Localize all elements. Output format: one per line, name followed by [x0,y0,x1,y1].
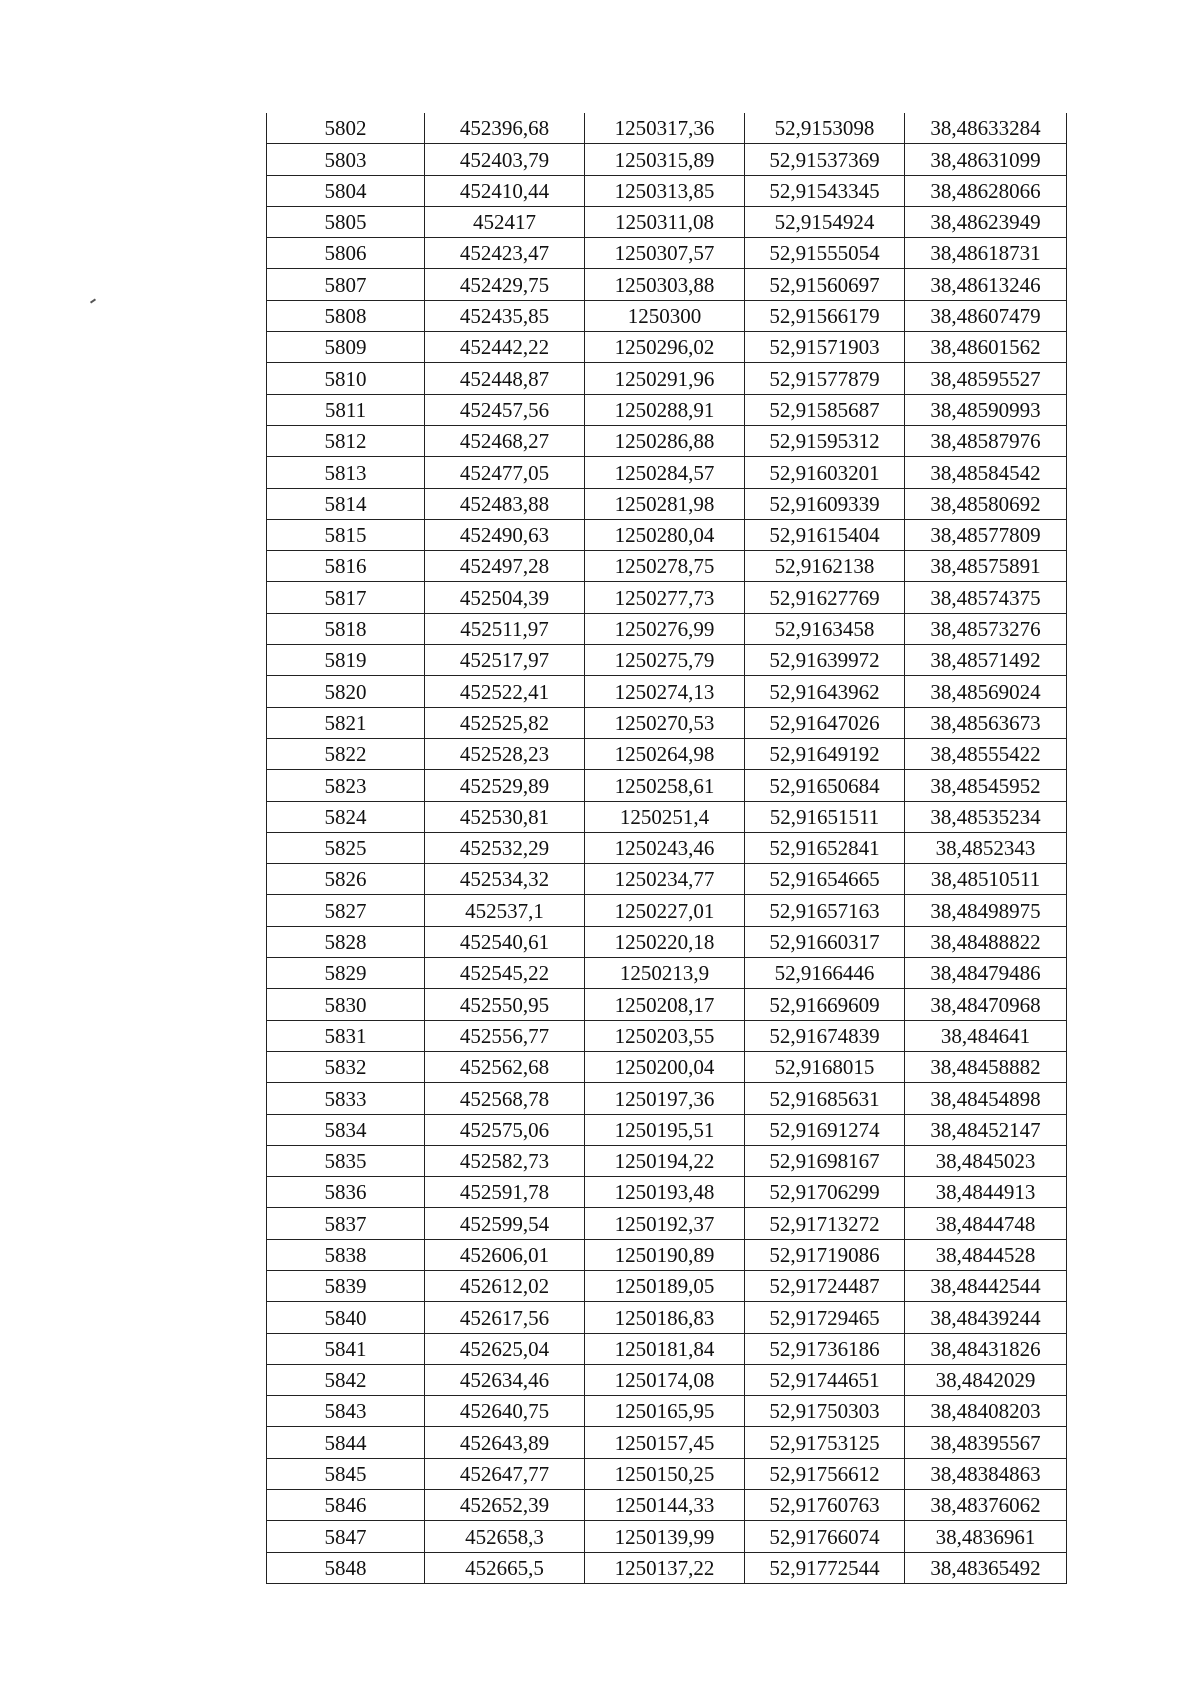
table-row [267,1239,1067,1270]
x-coordinate-cell: 452525,82 [425,707,585,738]
table-row [267,1114,1067,1145]
latitude-cell: 52,91756612 [745,1458,905,1489]
x-coordinate-cell: 452522,41 [425,676,585,707]
latitude-cell: 52,91577879 [745,363,905,394]
latitude-cell: 52,91753125 [745,1427,905,1458]
longitude-cell: 38,48569024 [905,676,1067,707]
y-coordinate-cell: 1250307,57 [585,238,745,269]
x-coordinate-cell: 452599,54 [425,1208,585,1239]
point-number-cell: 5809 [267,332,425,363]
point-number-cell: 5841 [267,1333,425,1364]
latitude-cell: 52,91537369 [745,144,905,175]
point-number-cell: 5842 [267,1364,425,1395]
latitude-cell: 52,91674839 [745,1020,905,1051]
point-number-cell: 5843 [267,1396,425,1427]
longitude-cell: 38,48601562 [905,332,1067,363]
latitude-cell: 52,91669609 [745,989,905,1020]
y-coordinate-cell: 1250194,22 [585,1145,745,1176]
table-row [267,1302,1067,1333]
table-row [267,1270,1067,1301]
point-number-cell: 5825 [267,832,425,863]
table-row [267,926,1067,957]
table-row [267,1396,1067,1427]
x-coordinate-cell: 452448,87 [425,363,585,394]
x-coordinate-cell: 452643,89 [425,1427,585,1458]
coordinates-table-body [267,113,1067,1583]
point-number-cell: 5814 [267,488,425,519]
y-coordinate-cell: 1250286,88 [585,425,745,456]
latitude-cell: 52,91651511 [745,801,905,832]
latitude-cell: 52,9166446 [745,958,905,989]
x-coordinate-cell: 452647,77 [425,1458,585,1489]
point-number-cell: 5812 [267,425,425,456]
table-row [267,206,1067,237]
table-row [267,1020,1067,1051]
latitude-cell: 52,91560697 [745,269,905,300]
point-number-cell: 5824 [267,801,425,832]
y-coordinate-cell: 1250192,37 [585,1208,745,1239]
point-number-cell: 5848 [267,1552,425,1583]
table-row [267,1145,1067,1176]
point-number-cell: 5835 [267,1145,425,1176]
table-row [267,1083,1067,1114]
point-number-cell: 5815 [267,519,425,550]
y-coordinate-cell: 1250313,85 [585,175,745,206]
x-coordinate-cell: 452658,3 [425,1521,585,1552]
y-coordinate-cell: 1250251,4 [585,801,745,832]
longitude-cell: 38,48408203 [905,1396,1067,1427]
x-coordinate-cell: 452568,78 [425,1083,585,1114]
table-row [267,832,1067,863]
table-row [267,1333,1067,1364]
x-coordinate-cell: 452591,78 [425,1177,585,1208]
table-row [267,1521,1067,1552]
y-coordinate-cell: 1250208,17 [585,989,745,1020]
x-coordinate-cell: 452562,68 [425,1051,585,1082]
y-coordinate-cell: 1250234,77 [585,864,745,895]
x-coordinate-cell: 452665,5 [425,1552,585,1583]
latitude-cell: 52,9153098 [745,113,905,144]
table-row [267,707,1067,738]
latitude-cell: 52,91729465 [745,1302,905,1333]
point-number-cell: 5837 [267,1208,425,1239]
latitude-cell: 52,91719086 [745,1239,905,1270]
point-number-cell: 5822 [267,738,425,769]
point-number-cell: 5819 [267,645,425,676]
point-number-cell: 5811 [267,394,425,425]
latitude-cell: 52,91647026 [745,707,905,738]
longitude-cell: 38,48574375 [905,582,1067,613]
stray-pen-mark [90,298,96,303]
latitude-cell: 52,91615404 [745,519,905,550]
x-coordinate-cell: 452457,56 [425,394,585,425]
longitude-cell: 38,48573276 [905,613,1067,644]
table-row [267,1427,1067,1458]
point-number-cell: 5813 [267,457,425,488]
longitude-cell: 38,48563673 [905,707,1067,738]
y-coordinate-cell: 1250277,73 [585,582,745,613]
latitude-cell: 52,91571903 [745,332,905,363]
longitude-cell: 38,48365492 [905,1552,1067,1583]
longitude-cell: 38,48623949 [905,206,1067,237]
x-coordinate-cell: 452504,39 [425,582,585,613]
table-row [267,1177,1067,1208]
y-coordinate-cell: 1250203,55 [585,1020,745,1051]
table-row [267,394,1067,425]
latitude-cell: 52,91772544 [745,1552,905,1583]
point-number-cell: 5826 [267,864,425,895]
x-coordinate-cell: 452550,95 [425,989,585,1020]
latitude-cell: 52,91585687 [745,394,905,425]
y-coordinate-cell: 1250291,96 [585,363,745,394]
table-row [267,895,1067,926]
point-number-cell: 5808 [267,300,425,331]
point-number-cell: 5838 [267,1239,425,1270]
latitude-cell: 52,91650684 [745,770,905,801]
y-coordinate-cell: 1250270,53 [585,707,745,738]
table-row [267,676,1067,707]
longitude-cell: 38,48555422 [905,738,1067,769]
x-coordinate-cell: 452477,05 [425,457,585,488]
point-number-cell: 5803 [267,144,425,175]
point-number-cell: 5806 [267,238,425,269]
point-number-cell: 5818 [267,613,425,644]
longitude-cell: 38,48631099 [905,144,1067,175]
x-coordinate-cell: 452532,29 [425,832,585,863]
longitude-cell: 38,48590993 [905,394,1067,425]
y-coordinate-cell: 1250258,61 [585,770,745,801]
latitude-cell: 52,91639972 [745,645,905,676]
y-coordinate-cell: 1250278,75 [585,551,745,582]
x-coordinate-cell: 452545,22 [425,958,585,989]
latitude-cell: 52,91736186 [745,1333,905,1364]
x-coordinate-cell: 452582,73 [425,1145,585,1176]
table-row [267,488,1067,519]
point-number-cell: 5833 [267,1083,425,1114]
table-row [267,363,1067,394]
point-number-cell: 5821 [267,707,425,738]
y-coordinate-cell: 1250220,18 [585,926,745,957]
longitude-cell: 38,48376062 [905,1490,1067,1521]
y-coordinate-cell: 1250303,88 [585,269,745,300]
y-coordinate-cell: 1250150,25 [585,1458,745,1489]
longitude-cell: 38,4844748 [905,1208,1067,1239]
longitude-cell: 38,48587976 [905,425,1067,456]
y-coordinate-cell: 1250274,13 [585,676,745,707]
longitude-cell: 38,48577809 [905,519,1067,550]
longitude-cell: 38,4844913 [905,1177,1067,1208]
table-row [267,958,1067,989]
longitude-cell: 38,48580692 [905,488,1067,519]
latitude-cell: 52,91766074 [745,1521,905,1552]
longitude-cell: 38,48595527 [905,363,1067,394]
y-coordinate-cell: 1250276,99 [585,613,745,644]
latitude-cell: 52,91713272 [745,1208,905,1239]
x-coordinate-cell: 452612,02 [425,1270,585,1301]
y-coordinate-cell: 1250181,84 [585,1333,745,1364]
y-coordinate-cell: 1250165,95 [585,1396,745,1427]
x-coordinate-cell: 452417 [425,206,585,237]
table-row [267,238,1067,269]
y-coordinate-cell: 1250311,08 [585,206,745,237]
y-coordinate-cell: 1250189,05 [585,1270,745,1301]
y-coordinate-cell: 1250315,89 [585,144,745,175]
latitude-cell: 52,91657163 [745,895,905,926]
point-number-cell: 5845 [267,1458,425,1489]
y-coordinate-cell: 1250281,98 [585,488,745,519]
coordinates-table [266,113,1067,1584]
y-coordinate-cell: 1250137,22 [585,1552,745,1583]
y-coordinate-cell: 1250197,36 [585,1083,745,1114]
latitude-cell: 52,91566179 [745,300,905,331]
longitude-cell: 38,48470968 [905,989,1067,1020]
longitude-cell: 38,48488822 [905,926,1067,957]
y-coordinate-cell: 1250193,48 [585,1177,745,1208]
latitude-cell: 52,91660317 [745,926,905,957]
point-number-cell: 5836 [267,1177,425,1208]
point-number-cell: 5839 [267,1270,425,1301]
x-coordinate-cell: 452442,22 [425,332,585,363]
table-row [267,989,1067,1020]
x-coordinate-cell: 452497,28 [425,551,585,582]
table-row [267,1051,1067,1082]
table-row [267,300,1067,331]
longitude-cell: 38,48613246 [905,269,1067,300]
table-row [267,645,1067,676]
table-row [267,738,1067,769]
latitude-cell: 52,91649192 [745,738,905,769]
x-coordinate-cell: 452529,89 [425,770,585,801]
point-number-cell: 5840 [267,1302,425,1333]
longitude-cell: 38,48439244 [905,1302,1067,1333]
point-number-cell: 5816 [267,551,425,582]
x-coordinate-cell: 452556,77 [425,1020,585,1051]
y-coordinate-cell: 1250227,01 [585,895,745,926]
x-coordinate-cell: 452652,39 [425,1490,585,1521]
latitude-cell: 52,9168015 [745,1051,905,1082]
latitude-cell: 52,91543345 [745,175,905,206]
y-coordinate-cell: 1250157,45 [585,1427,745,1458]
latitude-cell: 52,91627769 [745,582,905,613]
point-number-cell: 5830 [267,989,425,1020]
table-row [267,613,1067,644]
point-number-cell: 5820 [267,676,425,707]
x-coordinate-cell: 452396,68 [425,113,585,144]
x-coordinate-cell: 452403,79 [425,144,585,175]
latitude-cell: 52,91654665 [745,864,905,895]
y-coordinate-cell: 1250264,98 [585,738,745,769]
latitude-cell: 52,91685631 [745,1083,905,1114]
latitude-cell: 52,9163458 [745,613,905,644]
latitude-cell: 52,91706299 [745,1177,905,1208]
y-coordinate-cell: 1250288,91 [585,394,745,425]
x-coordinate-cell: 452540,61 [425,926,585,957]
y-coordinate-cell: 1250296,02 [585,332,745,363]
x-coordinate-cell: 452410,44 [425,175,585,206]
longitude-cell: 38,48618731 [905,238,1067,269]
latitude-cell: 52,91691274 [745,1114,905,1145]
y-coordinate-cell: 1250174,08 [585,1364,745,1395]
x-coordinate-cell: 452511,97 [425,613,585,644]
table-row [267,144,1067,175]
latitude-cell: 52,91609339 [745,488,905,519]
table-row [267,425,1067,456]
point-number-cell: 5844 [267,1427,425,1458]
point-number-cell: 5827 [267,895,425,926]
table-row [267,801,1067,832]
table-row [267,1208,1067,1239]
longitude-cell: 38,48384863 [905,1458,1067,1489]
latitude-cell: 52,91698167 [745,1145,905,1176]
y-coordinate-cell: 1250243,46 [585,832,745,863]
longitude-cell: 38,48633284 [905,113,1067,144]
y-coordinate-cell: 1250317,36 [585,113,745,144]
longitude-cell: 38,48458882 [905,1051,1067,1082]
point-number-cell: 5831 [267,1020,425,1051]
longitude-cell: 38,48545952 [905,770,1067,801]
latitude-cell: 52,9154924 [745,206,905,237]
y-coordinate-cell: 1250186,83 [585,1302,745,1333]
longitude-cell: 38,48452147 [905,1114,1067,1145]
x-coordinate-cell: 452634,46 [425,1364,585,1395]
point-number-cell: 5823 [267,770,425,801]
y-coordinate-cell: 1250300 [585,300,745,331]
y-coordinate-cell: 1250280,04 [585,519,745,550]
longitude-cell: 38,48479486 [905,958,1067,989]
x-coordinate-cell: 452483,88 [425,488,585,519]
longitude-cell: 38,484641 [905,1020,1067,1051]
table-row [267,582,1067,613]
x-coordinate-cell: 452517,97 [425,645,585,676]
x-coordinate-cell: 452528,23 [425,738,585,769]
latitude-cell: 52,91760763 [745,1490,905,1521]
longitude-cell: 38,4852343 [905,832,1067,863]
x-coordinate-cell: 452423,47 [425,238,585,269]
longitude-cell: 38,4836961 [905,1521,1067,1552]
x-coordinate-cell: 452435,85 [425,300,585,331]
latitude-cell: 52,9162138 [745,551,905,582]
x-coordinate-cell: 452468,27 [425,425,585,456]
x-coordinate-cell: 452530,81 [425,801,585,832]
latitude-cell: 52,91603201 [745,457,905,488]
point-number-cell: 5805 [267,206,425,237]
longitude-cell: 38,48584542 [905,457,1067,488]
point-number-cell: 5802 [267,113,425,144]
y-coordinate-cell: 1250275,79 [585,645,745,676]
longitude-cell: 38,48454898 [905,1083,1067,1114]
table-row [267,519,1067,550]
point-number-cell: 5807 [267,269,425,300]
y-coordinate-cell: 1250200,04 [585,1051,745,1082]
latitude-cell: 52,91750303 [745,1396,905,1427]
table-row [267,1490,1067,1521]
table-row [267,175,1067,206]
point-number-cell: 5804 [267,175,425,206]
x-coordinate-cell: 452625,04 [425,1333,585,1364]
longitude-cell: 38,4842029 [905,1364,1067,1395]
table-row [267,113,1067,144]
point-number-cell: 5847 [267,1521,425,1552]
longitude-cell: 38,48395567 [905,1427,1067,1458]
point-number-cell: 5810 [267,363,425,394]
latitude-cell: 52,91724487 [745,1270,905,1301]
y-coordinate-cell: 1250195,51 [585,1114,745,1145]
longitude-cell: 38,48575891 [905,551,1067,582]
x-coordinate-cell: 452429,75 [425,269,585,300]
x-coordinate-cell: 452640,75 [425,1396,585,1427]
x-coordinate-cell: 452534,32 [425,864,585,895]
table-row [267,457,1067,488]
y-coordinate-cell: 1250213,9 [585,958,745,989]
y-coordinate-cell: 1250144,33 [585,1490,745,1521]
table-row [267,551,1067,582]
y-coordinate-cell: 1250139,99 [585,1521,745,1552]
table-row [267,770,1067,801]
latitude-cell: 52,91555054 [745,238,905,269]
longitude-cell: 38,48607479 [905,300,1067,331]
longitude-cell: 38,48442544 [905,1270,1067,1301]
table-row [267,1364,1067,1395]
x-coordinate-cell: 452537,1 [425,895,585,926]
longitude-cell: 38,48571492 [905,645,1067,676]
latitude-cell: 52,91643962 [745,676,905,707]
latitude-cell: 52,91652841 [745,832,905,863]
y-coordinate-cell: 1250190,89 [585,1239,745,1270]
longitude-cell: 38,48628066 [905,175,1067,206]
point-number-cell: 5829 [267,958,425,989]
point-number-cell: 5817 [267,582,425,613]
table-row [267,269,1067,300]
point-number-cell: 5832 [267,1051,425,1082]
x-coordinate-cell: 452575,06 [425,1114,585,1145]
point-number-cell: 5828 [267,926,425,957]
table-row [267,1458,1067,1489]
latitude-cell: 52,91595312 [745,425,905,456]
longitude-cell: 38,48535234 [905,801,1067,832]
longitude-cell: 38,48510511 [905,864,1067,895]
point-number-cell: 5846 [267,1490,425,1521]
longitude-cell: 38,4844528 [905,1239,1067,1270]
table-row [267,1552,1067,1583]
longitude-cell: 38,48498975 [905,895,1067,926]
y-coordinate-cell: 1250284,57 [585,457,745,488]
x-coordinate-cell: 452490,63 [425,519,585,550]
latitude-cell: 52,91744651 [745,1364,905,1395]
point-number-cell: 5834 [267,1114,425,1145]
longitude-cell: 38,48431826 [905,1333,1067,1364]
x-coordinate-cell: 452606,01 [425,1239,585,1270]
longitude-cell: 38,4845023 [905,1145,1067,1176]
table-row [267,864,1067,895]
table-row [267,332,1067,363]
x-coordinate-cell: 452617,56 [425,1302,585,1333]
